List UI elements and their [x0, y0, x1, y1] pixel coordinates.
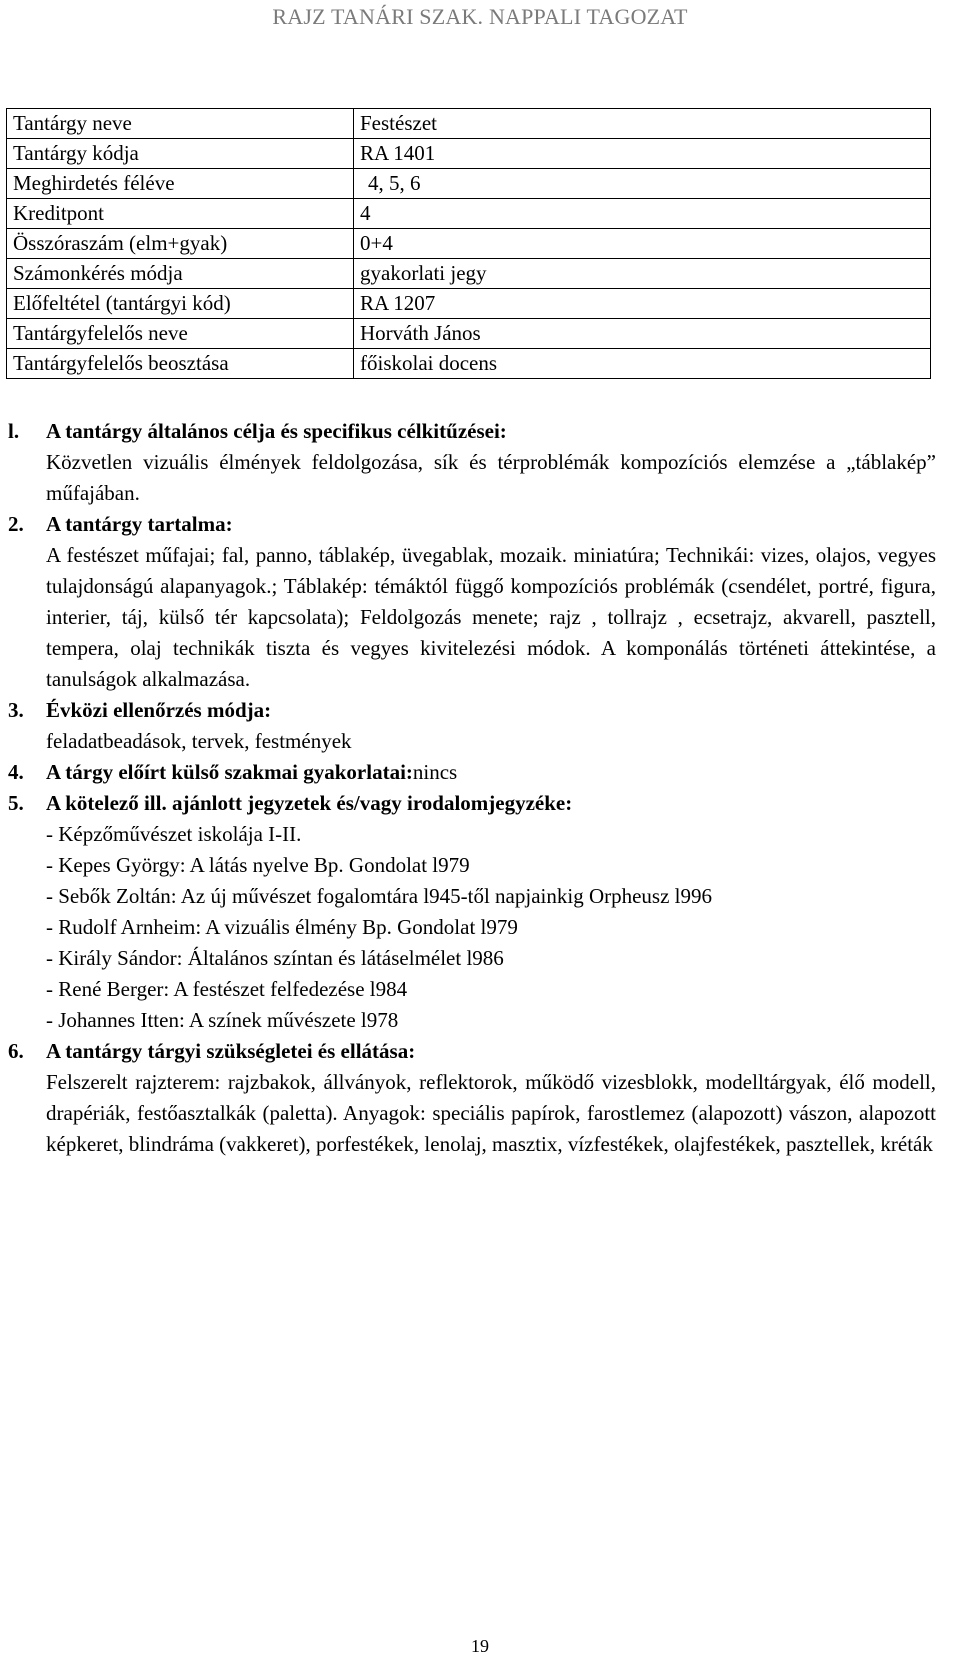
section-number: 4.: [8, 760, 24, 784]
section-title: A tantárgy általános célja és specifikus célkitűzései:: [46, 419, 507, 443]
table-row: [7, 109, 931, 139]
course-description: [8, 416, 936, 1160]
row-value: 4: [354, 199, 931, 229]
row-label: Tantárgy kódja: [7, 139, 354, 169]
table-row: [7, 289, 931, 319]
section-body: Közvetlen vizuális élmények feldolgozása, sík és térproblémák kompozíciós elemzése a „táblakép” műfajában.: [46, 450, 936, 505]
section-bibliography: [8, 788, 936, 1036]
section-content: [8, 509, 936, 695]
row-value: RA 1401: [354, 139, 931, 169]
row-value: gyakorlati jegy: [354, 259, 931, 289]
row-value: Festészet: [354, 109, 931, 139]
row-value: főiskolai docens: [354, 349, 931, 379]
course-info-table: [6, 108, 931, 379]
row-label: Számonkérés módja: [7, 259, 354, 289]
list-item: - Sebők Zoltán: Az új művészet fogalomtára l945-től napjainkig Orpheusz l996: [46, 884, 713, 908]
row-label: Tantárgyfelelős neve: [7, 319, 354, 349]
row-label: Kreditpont: [7, 199, 354, 229]
section-title: [46, 757, 936, 788]
section-number: 2.: [8, 512, 24, 536]
section-title-text: A tárgy előírt külső szakmai gyakorlatai:: [46, 760, 413, 784]
row-value: RA 1207: [354, 289, 931, 319]
table-row: [7, 139, 931, 169]
section-practice: [8, 757, 936, 788]
row-value: Horváth János: [354, 319, 931, 349]
table-row: [7, 349, 931, 379]
bibliography-list: [46, 819, 936, 1036]
section-objectives: [8, 416, 936, 509]
row-label: Tantárgyfelelős beosztása: [7, 349, 354, 379]
section-title: Évközi ellenőrzés módja:: [46, 698, 272, 722]
row-label: Meghirdetés féléve: [7, 169, 354, 199]
section-body: A festészet műfajai; fal, panno, táblakép, üvegablak, mozaik. miniatúra; Technikái: vizes, olajos, vegyes tulajdonságú alapanyagok.; Táblakép: témáktól függő kompozíciós problémák (csendélet, portré, figura, interier, táj, külső tér kapcsolata); Feldolgozás menete; rajz , tollrajz , ecsetrajz, akvarell, pasztell, tempera, olaj technikák tiszta és vegyes kivitelezési módok. A komponálás történeti áttekintése, a tanulságok alkalmazása.: [46, 543, 936, 691]
list-item: - Kepes György: A látás nyelve Bp. Gondolat l979: [46, 853, 470, 877]
list-item: - Rudolf Arnheim: A vizuális élmény Bp. Gondolat l979: [46, 915, 518, 939]
section-body: Felszerelt rajzterem: rajzbakok, állványok, reflektorok, működő vizesblokk, modelltárgyak, élő modell, drapériák, festőasztalkák (paletta). Anyagok: speciális papírok, farostlemez (alapozott) vászon, alapozott képkeret, blindráma (vakkeret), porfestékek, lenolaj, masztix, vízfestékek, olajfestékek, pasztellek, kréták: [46, 1070, 936, 1156]
section-body: feladatbeadások, tervek, festmények: [46, 729, 352, 753]
section-requirements: [8, 1036, 936, 1160]
table-row: [7, 199, 931, 229]
section-assessment: [8, 695, 936, 757]
page-header: RAJZ TANÁRI SZAK. NAPPALI TAGOZAT: [272, 4, 688, 29]
section-number: 3.: [8, 698, 24, 722]
list-item: - Képzőművészet iskolája I-II.: [46, 822, 302, 846]
row-label: Összóraszám (elm+gyak): [7, 229, 354, 259]
section-number: 6.: [8, 1039, 24, 1063]
row-label: Tantárgy neve: [7, 109, 354, 139]
page-number: 19: [471, 1636, 489, 1656]
row-label: Előfeltétel (tantárgyi kód): [7, 289, 354, 319]
list-item: - René Berger: A festészet felfedezése l984: [46, 977, 408, 1001]
table-row: [7, 229, 931, 259]
table-row: [7, 169, 931, 199]
section-inline-value: nincs: [412, 760, 458, 784]
section-number: l.: [8, 419, 20, 443]
row-value: 4, 5, 6: [354, 169, 931, 199]
list-item: - Király Sándor: Általános színtan és látáselmélet l986: [46, 946, 504, 970]
section-title: A kötelező ill. ajánlott jegyzetek és/vagy irodalomjegyzéke:: [46, 791, 573, 815]
section-title: A tantárgy tárgyi szükségletei és ellátása:: [46, 1039, 416, 1063]
list-item: - Johannes Itten: A színek művészete l978: [46, 1008, 399, 1032]
section-number: 5.: [8, 791, 24, 815]
section-title: A tantárgy tartalma:: [46, 512, 233, 536]
table-row: [7, 319, 931, 349]
row-value: 0+4: [354, 229, 931, 259]
table-row: [7, 259, 931, 289]
